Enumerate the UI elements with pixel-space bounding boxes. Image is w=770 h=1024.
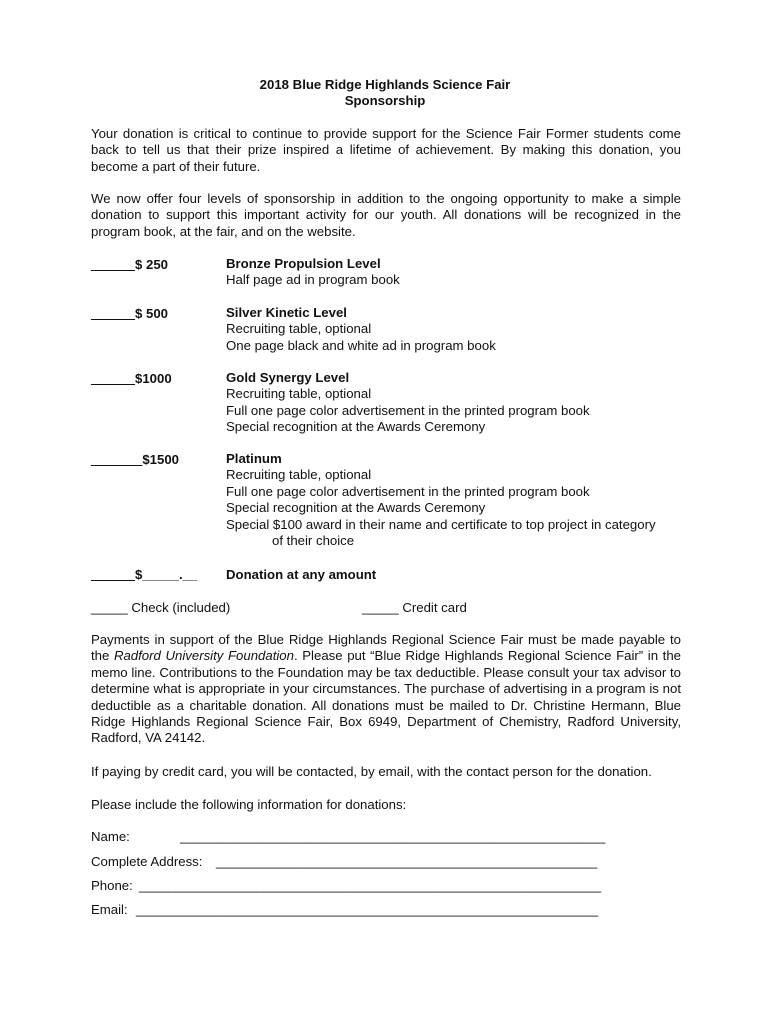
level-platinum-blank: _______ (91, 452, 143, 467)
foundation-name: Radford University Foundation (113, 648, 294, 664)
credit-card-option: _____ Credit card (362, 600, 467, 615)
level-platinum-detail: Special $100 award in their name and certificate to top project in category (226, 516, 656, 532)
level-bronze-blank: ______ (91, 257, 136, 272)
any-amount-blank: ______ (91, 567, 136, 582)
email-field[interactable]: _______________________________________________________________ (136, 902, 599, 917)
level-platinum-amount: _______$1500 (91, 452, 180, 467)
name-label: Name: (91, 829, 130, 844)
level-gold-detail: Full one page color advertisement in the printed program book (226, 402, 590, 418)
phone-label: Phone: (91, 878, 133, 893)
level-gold (226, 370, 696, 436)
name-field[interactable]: __________________________________________________________ (180, 829, 606, 844)
level-platinum (226, 451, 696, 549)
level-platinum-detail: Full one page color advertisement in the printed program book (226, 483, 590, 499)
level-platinum-detail-continued: of their choice (272, 533, 355, 549)
level-silver-name: Silver Kinetic Level (226, 305, 347, 320)
level-gold-blank: ______ (91, 371, 136, 386)
level-platinum-name: Platinum (226, 451, 282, 466)
page-title: 2018 Blue Ridge Highlands Science Fair (259, 77, 511, 92)
intro-paragraph-2: We now offer four levels of sponsorship in addition to the ongoing opportunity to make a simple donation to support this important activity for our youth. All donations will be recognized in the program book, at the fair, and on the website. (91, 191, 681, 239)
level-silver-detail: Recruiting table, optional (226, 321, 372, 337)
address-label: Complete Address: (91, 854, 203, 869)
level-gold-detail: Recruiting table, optional (226, 386, 372, 402)
level-bronze-detail: Half page ad in program book (226, 272, 400, 288)
payments-paragraph: Payments in support of the Blue Ridge Highlands Regional Science Fair must be made payable to the Radford University Foundation. Please put “Blue Ridge Highlands Regional Science Fair” in the memo line. Contributions to the Foundation may be tax deductible. Please consult your tax advisor to determine what is appropriate in your circumstances. The purchase of advertising in a program is not deductible as a charitable donation. All donations must be mailed to Dr. Christine Hermann, Blue Ridge Highlands Regional Science Fair, Box 6949, Department of Chemistry, Radford University, Radford, VA 24142. (91, 632, 681, 746)
any-amount-label: Donation at any amount (226, 567, 377, 582)
level-bronze-name: Bronze Propulsion Level (226, 256, 381, 271)
level-platinum-detail: Recruiting table, optional (226, 467, 372, 483)
level-silver-detail: One page black and white ad in program book (226, 337, 496, 353)
level-bronze (226, 256, 696, 289)
level-silver (226, 305, 696, 354)
level-gold-name: Gold Synergy Level (226, 370, 350, 385)
level-gold-detail: Special recognition at the Awards Ceremony (226, 419, 486, 435)
page-subtitle: Sponsorship (344, 93, 426, 108)
level-silver-amount: ______$ 500 (91, 306, 169, 321)
intro-paragraph-1: Your donation is critical to continue to provide support for the Science Fair Former students come back to tell us that their prize inspired a lifetime of achievement. By making this donation, you become a part of their future. (91, 126, 681, 174)
level-platinum-detail: Special recognition at the Awards Ceremony (226, 500, 486, 516)
phone-field[interactable]: _______________________________________________________________ (139, 878, 602, 893)
any-amount-amount: ______$_____.__ (91, 567, 198, 582)
check-option: _____ Check (included) (91, 600, 231, 615)
credit-card-note: If paying by credit card, you will be contacted, by email, with the contact person for the donation. (91, 764, 652, 779)
level-bronze-amount: ______$ 250 (91, 257, 169, 272)
info-request: Please include the following information for donations: (91, 797, 407, 812)
level-gold-amount: ______$1000 (91, 371, 172, 386)
email-label: Email: (91, 902, 128, 917)
level-silver-blank: ______ (91, 306, 136, 321)
address-field[interactable]: ____________________________________________________ (216, 854, 598, 869)
